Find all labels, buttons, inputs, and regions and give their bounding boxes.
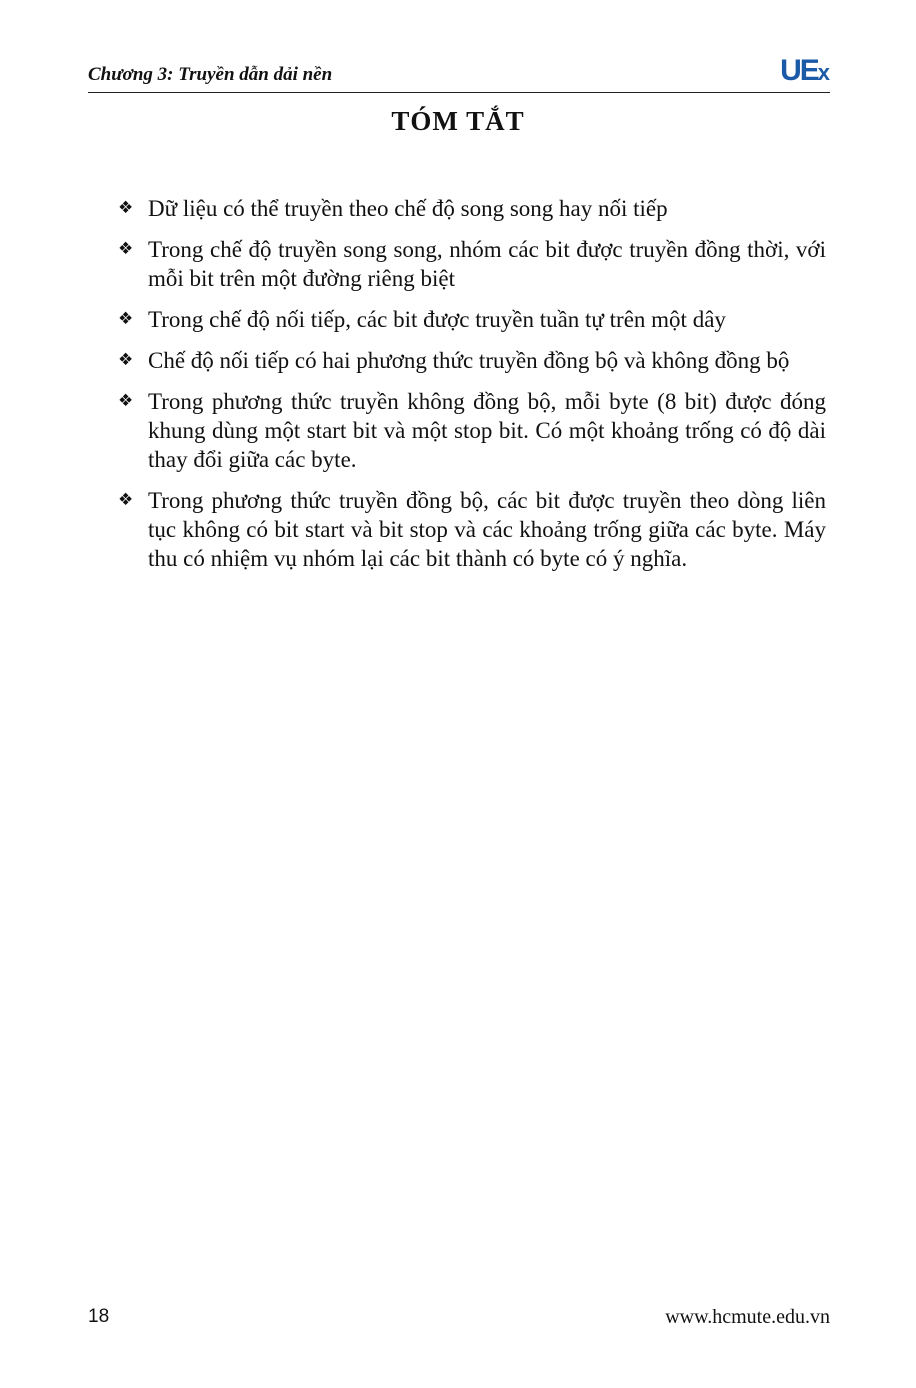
page-number: 18 bbox=[88, 1306, 110, 1327]
summary-item-text: Trong phương thức truyền không đồng bộ, mỗi byte (8 bit) được đóng khung dùng một start bit và một stop bit. Có một khoảng trống có độ dài thay đổi giữa các byte. bbox=[148, 389, 826, 472]
page-header bbox=[88, 56, 830, 93]
summary-item-text: Trong chế độ nối tiếp, các bit được truyền tuần tự trên một dây bbox=[148, 307, 726, 332]
summary-item-text: Dữ liệu có thể truyền theo chế độ song song hay nối tiếp bbox=[148, 196, 668, 221]
summary-item-text: Trong phương thức truyền đồng bộ, các bit được truyền theo dòng liên tục không có bit start và bit stop và các khoảng trống giữa các byte. Máy thu có nhiệm vụ nhóm lại các bit thành có byte có ý nghĩa. bbox=[148, 488, 826, 571]
summary-item bbox=[118, 346, 826, 375]
diamond-bullet-icon: ❖ bbox=[118, 309, 134, 329]
summary-item-text: Chế độ nối tiếp có hai phương thức truyền đồng bộ và không đồng bộ bbox=[148, 348, 790, 373]
diamond-bullet-icon: ❖ bbox=[118, 490, 134, 510]
summary-item bbox=[118, 387, 826, 474]
summary-item bbox=[118, 194, 826, 223]
website-link[interactable]: www.hcmute.edu.vn bbox=[665, 1306, 830, 1328]
summary-item bbox=[118, 235, 826, 293]
diamond-bullet-icon: ❖ bbox=[118, 239, 134, 259]
diamond-bullet-icon: ❖ bbox=[118, 391, 134, 411]
chapter-title: Chương 3: Truyền dẫn dải nền bbox=[88, 64, 333, 85]
summary-title: TÓM TẮT bbox=[391, 106, 525, 136]
diamond-bullet-icon: ❖ bbox=[118, 198, 134, 218]
uex-logo bbox=[780, 56, 830, 88]
diamond-bullet-icon: ❖ bbox=[118, 350, 134, 370]
summary-item-text: Trong chế độ truyền song song, nhóm các bit được truyền đồng thời, với mỗi bit trên một đường riêng biệt bbox=[148, 237, 826, 291]
logo-text: UE bbox=[780, 54, 818, 87]
logo-suffix: x bbox=[817, 60, 830, 85]
summary-item bbox=[118, 486, 826, 573]
summary-list bbox=[118, 194, 826, 585]
summary-item bbox=[118, 305, 826, 334]
